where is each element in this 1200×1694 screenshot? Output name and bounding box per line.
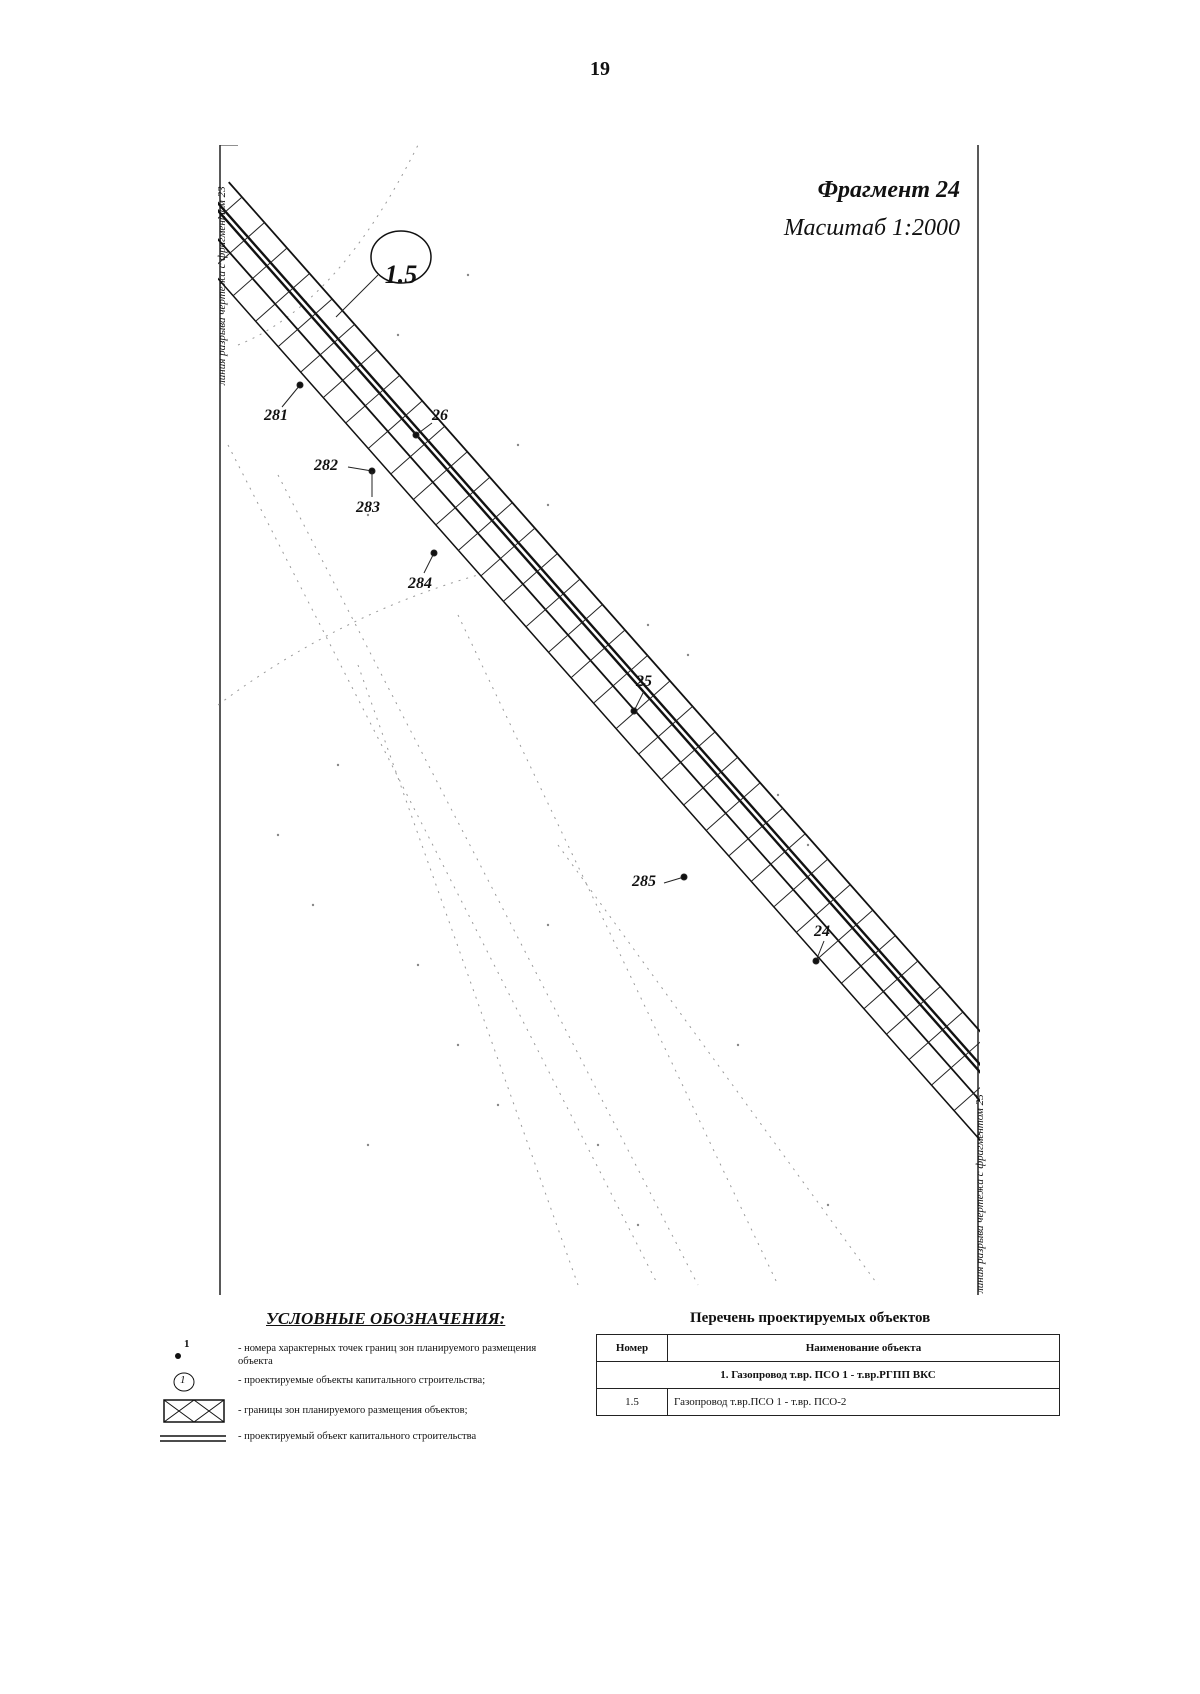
background-dots xyxy=(277,274,829,1226)
legend-item-pipeline xyxy=(160,1430,560,1460)
legend-double-line-symbol xyxy=(160,1430,230,1458)
objects-table-title: Перечень проектируемых объектов xyxy=(690,1310,931,1326)
point-label-284: 284 xyxy=(408,575,432,592)
legend-circle-symbol xyxy=(160,1372,230,1400)
pipeline-line-b xyxy=(218,200,980,1295)
point-label-285: 285 xyxy=(632,873,656,890)
point-marker xyxy=(813,958,819,964)
point-label-281: 281 xyxy=(264,407,288,424)
legend-title: УСЛОВНЫЕ ОБОЗНАЧЕНИЯ: xyxy=(266,1309,506,1328)
object-number-label: 1.5 xyxy=(384,260,418,289)
object-leader xyxy=(336,275,378,317)
point-marker xyxy=(631,708,637,714)
legend-point-symbol xyxy=(160,1340,230,1368)
legend-item-zone-borders xyxy=(160,1398,560,1428)
point-label-282: 282 xyxy=(314,457,338,474)
header-object-name: Наименование объекта xyxy=(668,1335,1060,1362)
row-object-name: Газопровод т.вр.ПСО 1 - т.вр. ПСО-2 xyxy=(668,1389,1060,1416)
group-name: 1. Газопровод т.вр. ПСО 1 - т.вр.РГПП ВКС xyxy=(597,1362,1060,1389)
fragment-title: Фрагмент 24 xyxy=(817,177,960,203)
pipeline-line-a xyxy=(218,197,980,1295)
table-group-row xyxy=(597,1362,1060,1389)
zone-hatching xyxy=(218,197,980,1295)
legend-item-point-numbers xyxy=(160,1340,560,1370)
point-label-25: 25 xyxy=(636,673,652,690)
legend-hatched-box-symbol xyxy=(160,1398,230,1426)
legend-circle-symbol-number: 1 xyxy=(180,1374,186,1386)
legend-text-pipeline: - проектируемый объект капитального строительства xyxy=(238,1431,477,1442)
map-drawing xyxy=(218,145,980,1295)
topo-line-3 xyxy=(358,665,578,1285)
legend-text-point-numbers: - номера характерных точек границ зон планируемого размещения объекта xyxy=(238,1343,537,1367)
zone-boundary-lower xyxy=(218,213,980,1295)
point-marker xyxy=(431,550,437,556)
point-marker xyxy=(681,874,687,880)
table-header-row xyxy=(597,1335,1060,1362)
page-number: 19 xyxy=(590,58,610,80)
point-label-283: 283 xyxy=(356,499,380,516)
map-fragment xyxy=(216,145,986,1295)
topo-line-1 xyxy=(228,445,658,1285)
point-marker xyxy=(297,382,303,388)
fragment-scale: Масштаб 1:2000 xyxy=(783,215,960,241)
row-number: 1.5 xyxy=(597,1389,668,1416)
legend-text-capital-objects: - проектируемые объекты капитального строительства; xyxy=(238,1375,486,1386)
topo-line-5 xyxy=(558,845,878,1285)
objects-table xyxy=(596,1334,1060,1416)
header-number: Номер xyxy=(597,1335,668,1362)
point-label-26: 26 xyxy=(432,407,448,424)
topo-arc-1 xyxy=(218,575,478,705)
right-break-line-label: линия разрыва чертежа с фрагментом 25 xyxy=(974,1094,986,1293)
table-row xyxy=(597,1389,1060,1416)
pipeline-corridor xyxy=(218,182,980,1295)
point-leaders xyxy=(282,275,824,964)
point-label-24: 24 xyxy=(814,923,830,940)
left-break-line-label: линия разрыва чертежа с фрагментом 23 xyxy=(216,186,228,385)
legend-text-zone-borders: - границы зон планируемого размещения объектов; xyxy=(238,1405,468,1416)
point-marker xyxy=(413,432,419,438)
legend-point-symbol-number: 1 xyxy=(184,1338,190,1350)
topo-line-4 xyxy=(458,615,778,1285)
